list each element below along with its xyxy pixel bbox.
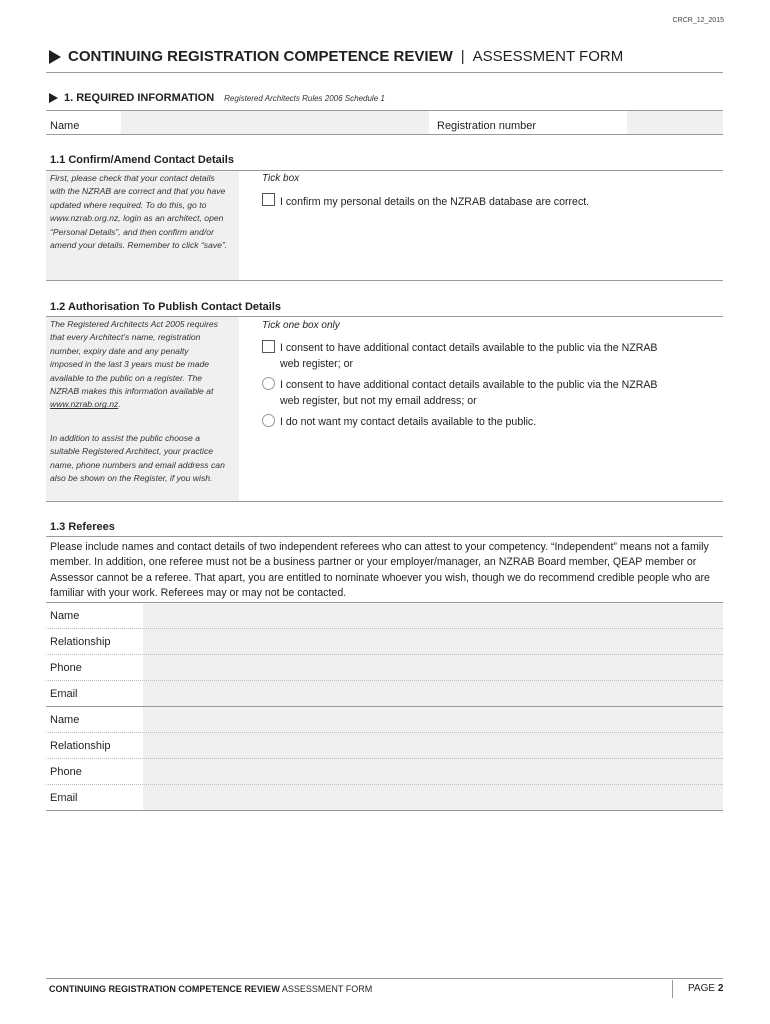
consent-full-checkbox[interactable] (262, 340, 275, 353)
referee-1-phone-row (46, 655, 723, 681)
referee-2-relationship-row (46, 733, 723, 759)
referee-2-relationship-field[interactable] (143, 733, 723, 759)
divider (46, 501, 723, 502)
referee-relationship-label: Relationship (50, 636, 111, 648)
page-number: PAGE 2 (688, 983, 724, 994)
referee-2-phone-field[interactable] (143, 759, 723, 785)
divider (46, 280, 723, 281)
referee-1-email-field[interactable] (143, 681, 723, 707)
referee-name-label: Name (50, 714, 80, 726)
triangle-marker-icon (49, 93, 58, 103)
registration-number-label: Registration number (437, 120, 537, 132)
title-light: ASSESSMENT FORM (472, 48, 624, 65)
referee-1-phone-field[interactable] (143, 655, 723, 681)
footer-title (49, 984, 372, 994)
referee-1-relationship-row (46, 629, 723, 655)
confirm-details-checkbox[interactable] (262, 193, 275, 206)
section-1-2-help-text-2: In addition to assist the public choose a suitable Registered Architect, your practice name, phone numbers and email address can also be shown on the Register, if you wish. (50, 433, 225, 484)
section-1-2-heading: 1.2 Authorisation To Publish Contact Details (50, 301, 282, 313)
referee-email-label: Email (50, 688, 78, 700)
registration-number-field[interactable] (627, 111, 723, 134)
referee-2-email-row (46, 785, 723, 811)
referee-1-name-field[interactable] (143, 603, 723, 629)
no-consent-label: I do not want my contact details available to the public. (280, 416, 537, 428)
tick-box-instruction: Tick box (262, 173, 300, 184)
referee-2-email-field[interactable] (143, 785, 723, 811)
referee-relationship-label: Relationship (50, 740, 111, 752)
referee-2-phone-row (46, 759, 723, 785)
referee-phone-label: Phone (50, 662, 82, 674)
divider (46, 536, 723, 537)
referee-1-email-row (46, 681, 723, 707)
referee-1-relationship-field[interactable] (143, 629, 723, 655)
referee-2-name-row (46, 707, 723, 733)
divider (46, 134, 723, 135)
confirm-details-label: I confirm my personal details on the NZRAB database are correct. (280, 196, 590, 208)
footer-title-bold: CONTINUING REGISTRATION COMPETENCE REVIEW (49, 984, 280, 994)
tick-one-instruction: Tick one box only (262, 320, 340, 331)
consent-full-label: I consent to have additional contact details available to the public via the NZRAB web register; or (280, 342, 658, 370)
consent-no-email-radio[interactable] (262, 377, 275, 390)
referee-1-name-row (46, 603, 723, 629)
referees-instructions: Please include names and contact details of two independent referees who can attest to your competency. “Independent” means not a family member. In addition, one referee must not be a business partner or your employer/manager, an NZRAB Board member, QEAP member or Assessor cannot be a referee. That apart, you are entitled to nominate whoever you wish, though we do recommend credible people who are familiar with your work. Referees may or may not be contacted. (50, 541, 710, 599)
section-1-2-help-text: The Registered Architects Act 2005 requires that every Architect’s name, registration number, expiry date and any penalty imposed in the last 3 years must be made available to the public on a register. The NZRAB makes this information available at www.nzrab.org.nz. (50, 319, 218, 410)
name-label: Name (50, 120, 80, 132)
section-1-1-help-text: First, please check that your contact details with the NZRAB are correct and that you have updated where required. To do this, go to www.nzrab.org.nz, login as an architect, open “Personal Details”, and then confirm and/or amend your details. Remember to click “save”. (50, 173, 228, 251)
title-divider (46, 72, 723, 73)
footer-separator (672, 980, 673, 998)
consent-no-email-label: I consent to have additional contact details available to the public via the NZRAB web register, but not my email address; or (280, 379, 658, 407)
referee-2-name-field[interactable] (143, 707, 723, 733)
section-1-3-heading: 1.3 Referees (50, 521, 115, 533)
section-1-header (49, 92, 385, 104)
page-title (49, 48, 623, 65)
title-bold: CONTINUING REGISTRATION COMPETENCE REVIEW (68, 48, 453, 65)
section-1-heading: 1. REQUIRED INFORMATION (64, 92, 215, 104)
title-separator: | (460, 48, 465, 65)
name-field[interactable] (121, 111, 429, 134)
divider (46, 810, 723, 811)
footer-divider (46, 978, 723, 979)
document-code: CRCR_12_2015 (672, 17, 724, 24)
section-1-subheading: Registered Architects Rules 2006 Schedule 1 (224, 93, 385, 103)
section-1-1-heading: 1.1 Confirm/Amend Contact Details (50, 154, 234, 166)
referee-phone-label: Phone (50, 766, 82, 778)
nzrab-link[interactable]: www.nzrab.org.nz (50, 399, 119, 410)
triangle-marker-icon (49, 50, 61, 64)
referee-email-label: Email (50, 792, 78, 804)
referee-name-label: Name (50, 610, 80, 622)
footer-title-light: ASSESSMENT FORM (281, 984, 373, 994)
no-consent-radio[interactable] (262, 414, 275, 427)
